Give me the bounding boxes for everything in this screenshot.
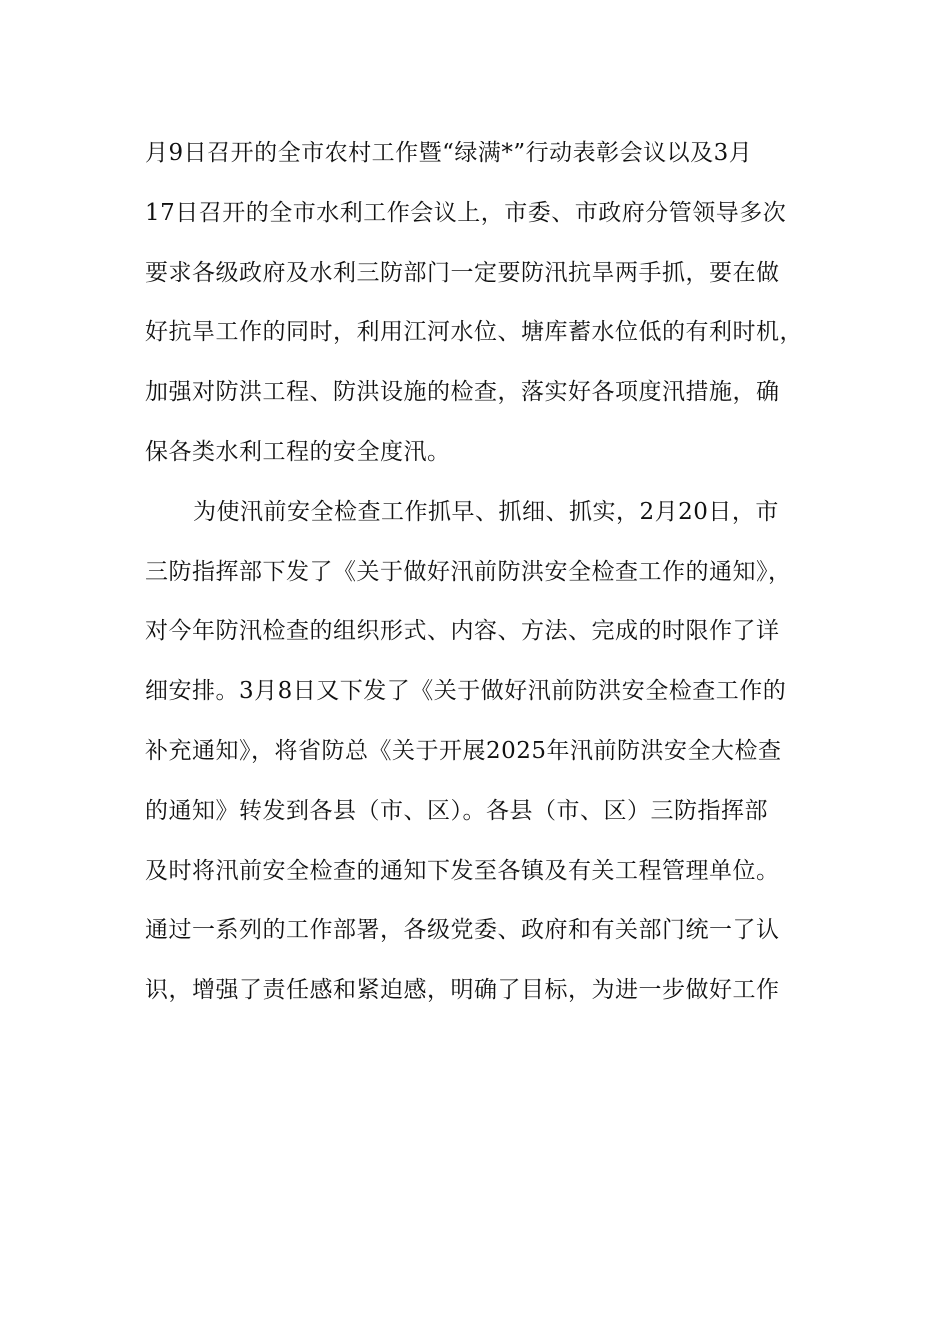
text-line: 通过一系列的工作部署，各级党委、政府和有关部门统一了认 (145, 917, 780, 944)
text-line: 保各类水利工程的安全度汛。 (145, 438, 451, 465)
text-line: 对今年防汛检查的组织形式、内容、方法、完成的时限作了详 (145, 618, 780, 645)
text-line: 补充通知》，将省防总《关于开展2025年汛前防洪安全大检查 (145, 737, 782, 764)
paragraph-first-line: 为使汛前安全检查工作抓早、抓细、抓实，2月20日，市 (193, 498, 779, 525)
text-line: 月9日召开的全市农村工作暨“绿满*”行动表彰会议以及3月 (145, 140, 753, 166)
text-line: 加强对防洪工程、防洪设施的检查，落实好各项度汛措施，确 (145, 379, 780, 406)
text-line: 三防指挥部下发了《关于做好汛前防洪安全检查工作的通知》， (145, 558, 792, 585)
text-line: 的通知》转发到各县（市、区）。各县（市、区）三防指挥部 (145, 797, 768, 824)
text-line: 识，增强了责任感和紧迫感，明确了目标，为进一步做好工作 (145, 977, 780, 1004)
text-line: 及时将汛前安全检查的通知下发至各镇及有关工程管理单位。 (145, 857, 780, 884)
text-line: 要求各级政府及水利三防部门一定要防汛抗旱两手抓，要在做 (145, 259, 780, 286)
text-line: 好抗旱工作的同时，利用江河水位、塘库蓄水位低的有利时机， (145, 319, 803, 346)
text-line: 细安排。3月8日又下发了《关于做好汛前防洪安全检查工作的 (145, 678, 787, 705)
text-line: 17日召开的全市水利工作会议上，市委、市政府分管领导多次 (145, 199, 787, 226)
body-text (145, 130, 815, 1027)
